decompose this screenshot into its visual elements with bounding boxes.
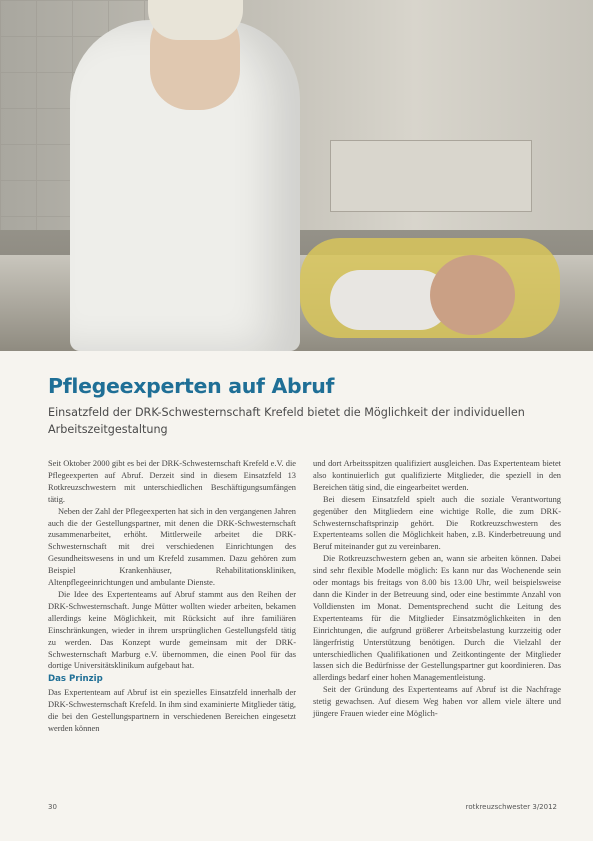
right-paragraph-3: Die Rotkreuzschwestern geben an, wann sie arbeiten können. Dabei sind sehr flexible Modelle möglich: Es kann nur das Wochenende sein oder montags bis freitags von 8.00 bis 13.00 Uhr, weil beispielsweise dann die Kinder in der Betreuung sind, oder eine bestimmte Anzahl von Volldiensten im Monat. Dementsprechend sucht die Leitung des Expertenteams für die Mitglieder Einsatzmöglichkeiten in den Einrichtungen, die aufgrund größerer Arbeitsbelastung kurzzeitig oder längerfristig Unterstützung benötigen. Durch die Vielzahl der unterschiedlichen Qualifikationen und Zeitkontingente der Mitglieder lassen sich die Bedürfnisse der Gestellungspartner gut koordinieren. Das allerdings bedarf einer hohen Managementleistung. xyxy=(313,554,561,683)
left-column xyxy=(48,458,296,735)
photo-baby-head xyxy=(430,255,515,335)
page-number: 30 xyxy=(48,803,57,811)
right-column xyxy=(313,458,561,720)
article-title: Pflegeexperten auf Abruf xyxy=(48,374,335,398)
photo-shelf xyxy=(330,140,532,212)
right-paragraph-4: Seit der Gründung des Expertenteams auf Abruf ist die Nachfrage stetig gewachsen. Auf diesem Weg haben vor allem viele ältere und jüngere Frauen wieder eine Möglich- xyxy=(313,685,561,719)
publication-name: rotkreuzschwester 3/2012 xyxy=(465,803,557,811)
article-subtitle: Einsatzfeld der DRK-Schwesternschaft Krefeld bietet die Möglichkeit der individuellen Arbeitszeitgestaltung xyxy=(48,406,525,436)
photo-nurse-cap xyxy=(148,0,243,40)
left-paragraph-1: Seit Oktober 2000 gibt es bei der DRK-Schwesternschaft Krefeld e.V. die Pflegeexperten auf Abruf. Derzeit sind in diesem Einsatzfeld 13 Rotkreuzschwestern mit unterschiedlichen Beschäftigungsumfängen tätig. xyxy=(48,459,296,504)
left-paragraph-3: Die Idee des Expertenteams auf Abruf stammt aus den Reihen der DRK-Schwesternschaft. Junge Mütter wollten wieder arbeiten, bekamen allerdings keine Möglichkeit, mit Rücksicht auf ihre familiären Einschränkungen, wieder in ihrem ursprünglichen Gestellungsfeld tätig zu werden. Das Konzept wurde gemeinsam mit der DRK-Schwesternschaft Marburg e.V. übernommen, die einen Pool für das dortige Universitätsklinikum aufgebaut hat. xyxy=(48,589,296,671)
left-paragraph-4: Das Expertenteam auf Abruf ist ein spezielles Einsatzfeld innerhalb der DRK-Schwesternschaft Krefeld. In ihm sind examinierte Mitglieder tätig, die bei den Gestellungspartnern in verschiedenen Bereichen eingesetzt werden können xyxy=(48,688,296,733)
section-heading-prinzip: Das Prinzip xyxy=(48,674,103,685)
left-paragraph-2: Neben der Zahl der Pflegeexperten hat sich in den vergangenen Jahren auch die der Gestellungspartner, mit denen die DRK-Schwesternschaft zusammenarbeitet, erhöht. Mittlerweile arbeitet die DRK-Schwesternschaft mit drei verschiedenen Einrichtungen des Gesundheitswesens in und um Krefeld zusammen. Dazu gehören zum Beispiel Krankenhäuser, Rehabilitationskliniken, Altenpflegeeinrichtungen und ambulante Dienste. xyxy=(48,506,296,588)
right-paragraph-2: Bei diesem Einsatzfeld spielt auch die soziale Verantwortung gegenüber den Mitgliedern eine wichtige Rolle, die zum DRK-Schwesternschaftsprinzip gehört. Die Rotkreuzschwestern des Expertenteams sollen die Möglichkeit haben, z.B. Kinderbetreuung und Beruf miteinander gut zu vereinbaren. xyxy=(313,494,561,552)
article-photo xyxy=(0,0,593,351)
right-paragraph-1: und dort Arbeitsspitzen qualifiziert ausgleichen. Das Expertenteam bietet also kontinuierlich gut qualifizierte Mitglieder, die speziell in den Bereichen tätig sind, die eingearbeitet werden. xyxy=(313,459,561,492)
